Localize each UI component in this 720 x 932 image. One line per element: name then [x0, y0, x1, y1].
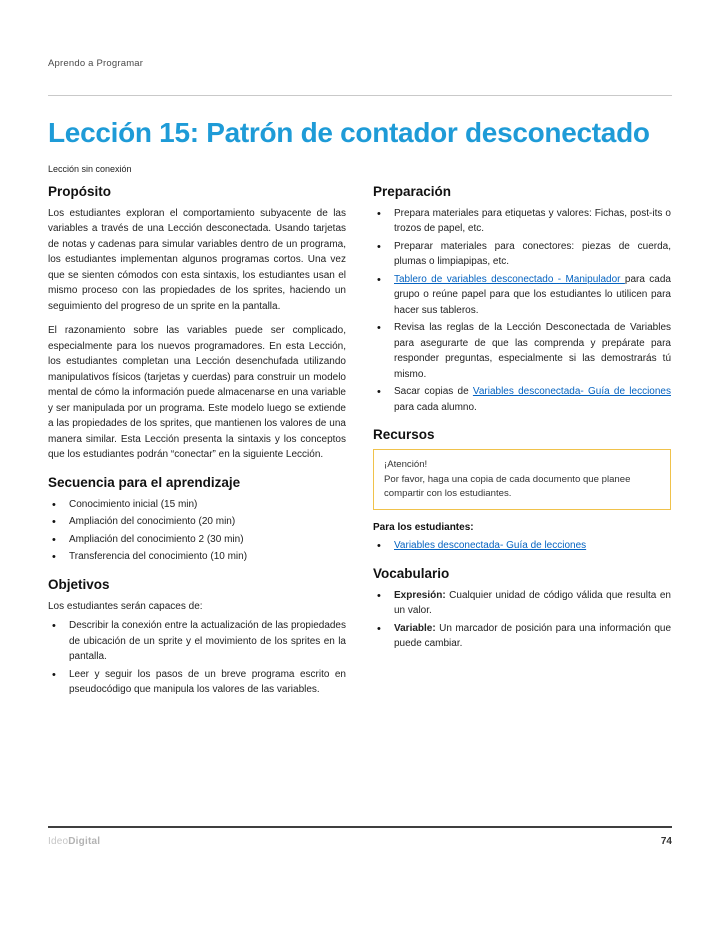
list-item: • Ampliación del conocimiento 2 (30 min) — [48, 532, 346, 548]
footer-logo-bold: Digital — [68, 836, 101, 847]
tablero-variables-link[interactable]: Tablero de variables desconectado - Manipulador — [394, 273, 625, 285]
secuencia-list — [48, 497, 346, 565]
proposito-paragraph-2: El razonamiento sobre las variables puede ser complicado, especialmente para los nuevos programadores. En esta Lección, los estudiantes completan una Lección desenchufada utilizando manipulativos físicos (tarjetas y cuerdas) para construir un modelo mental de cómo la información puede almacenarse en una variable y ser manipulada por un programa. Este modelo luego se extiende a las propiedades de los sprites, que mantienen los valores de una manera similar. Esta Lección presenta la sintaxis y los conceptos que los estudiantes podrán “conectar” en la siguiente Lección. — [48, 325, 346, 461]
proposito-paragraph-1: Los estudiantes exploran el comportamiento subyacente de las variables a través de una Lección desconectada. Usando tarjetas de notas y cadenas para simular variables dentro de un programa, los estudiantes implementan algunos programas cortos. Una vez que se sienten cómodos con esta sintaxis, los estudiantes usan el mismo proceso con las propiedades de los sprites, haciendo un seguimiento del progreso de un sprite en la pantalla. — [48, 207, 346, 312]
header-divider — [48, 95, 672, 96]
two-column-layout — [48, 184, 672, 704]
preparacion-list — [373, 206, 671, 416]
recursos-heading: Recursos — [373, 427, 435, 443]
page-number: 74 — [660, 836, 672, 847]
page-title: Lección 15: Patrón de contador desconectado — [48, 117, 650, 148]
list-item: • Describir la conexión entre la actualización de las propiedades de ubicación de un sprite y el movimiento de los sprites en la pantalla. — [48, 618, 346, 665]
header-brand: Aprendo a Programar — [48, 58, 144, 69]
guia-lecciones-link[interactable]: Variables desconectada- Guía de lecciones — [472, 386, 671, 398]
list-item: • Revisa las reglas de la Lección Desconectada de Variables para asegurarte de que las comprenda y prepárate para responder preguntas, especialmente si las demostrarás tú mismo. — [373, 320, 671, 382]
list-item — [373, 621, 671, 652]
footer-logo-light: Ideo — [48, 836, 69, 847]
list-item: • Prepara materiales para etiquetas y valores: Fichas, post-its o trozos de papel, etc. — [373, 206, 671, 237]
list-item: • Leer y seguir los pasos de un breve programa escrito en pseudocódigo que manipula los valores de las variables. — [48, 667, 346, 698]
list-item: • Preparar materiales para conectores: piezas de cuerda, plumas o limpiapipas, etc. — [373, 239, 671, 270]
list-item — [373, 384, 671, 415]
list-item-text: para cada grupo o reúne papel para que los estudiantes lo utilicen para hacer sus tableros. — [394, 273, 671, 316]
list-item-text: Sacar copias de — [394, 386, 473, 398]
list-item — [373, 588, 671, 619]
attention-callout — [373, 449, 671, 510]
page-footer — [48, 826, 672, 847]
proposito-heading: Propósito — [48, 183, 111, 199]
students-resources-list — [373, 538, 671, 554]
attention-body: Por favor, haga una copia de cada documento que planee compartir con los estudiantes. — [384, 473, 631, 500]
list-item: • Conocimiento inicial (15 min) — [48, 497, 346, 513]
objetivos-list — [48, 618, 346, 698]
vocab-term: Variable: — [394, 622, 440, 634]
vocab-term: Expresión: — [394, 589, 450, 601]
guia-lecciones-student-link[interactable]: Variables desconectada- Guía de lecciones — [394, 540, 587, 552]
secuencia-heading: Secuencia para el aprendizaje — [48, 474, 241, 490]
list-item — [373, 538, 671, 554]
footer-logo — [48, 836, 100, 847]
vocab-definition: Un marcador de posición para una información que puede cambiar. — [394, 622, 672, 650]
right-column — [373, 184, 671, 704]
list-item-text: para cada alumno. — [394, 401, 477, 413]
preparacion-heading: Preparación — [373, 183, 452, 199]
list-item: • Ampliación del conocimiento (20 min) — [48, 514, 346, 530]
list-item — [373, 272, 671, 319]
attention-title: ¡Atención! — [384, 459, 428, 471]
page-subtitle: Lección sin conexión — [48, 163, 132, 174]
list-item: • Transferencia del conocimiento (10 min) — [48, 549, 346, 565]
vocabulario-list — [373, 588, 671, 652]
vocabulario-heading: Vocabulario — [373, 565, 450, 581]
objetivos-heading: Objetivos — [48, 576, 110, 592]
vocab-definition: Cualquier unidad de código válida que resulta en un valor. — [394, 589, 671, 617]
students-label: Para los estudiantes: — [373, 522, 474, 534]
left-column — [48, 184, 346, 704]
objetivos-intro: Los estudiantes serán capaces de: — [48, 600, 203, 612]
